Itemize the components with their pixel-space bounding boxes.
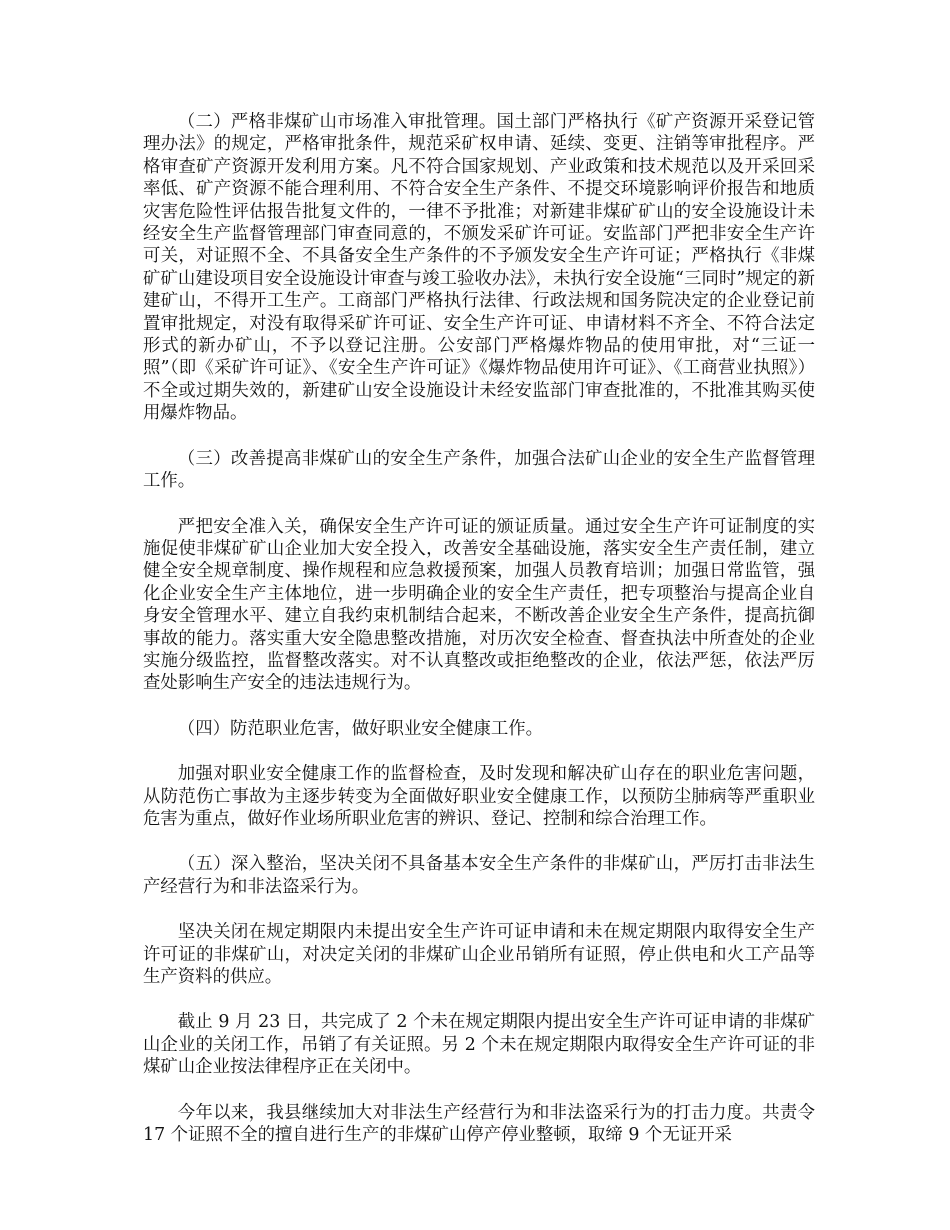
- paragraph-heading-safety-conditions: （三）改善提高非煤矿山的安全生产条件，加强合法矿山企业的安全生产监督管理工作。: [143, 448, 815, 492]
- paragraph-crackdown: 今年以来，我县继续加大对非法生产经营行为和非法盗采行为的打击力度。共责令 17 个证照不全的擅自进行生产的非煤矿山停产停业整顿，取缔 9 个无证开采: [143, 1102, 815, 1146]
- paragraph-occupational-health: 加强对职业安全健康工作的监督检查，及时发现和解决矿山存在的职业危害问题，从防范伤亡事故为主逐步转变为全面做好职业安全健康工作，以预防尘肺病等严重职业危害为重点，做好作业场所职业危害的辨识、登记、控制和综合治理工作。: [143, 764, 815, 829]
- paragraph-safety-license: 严把安全准入关，确保安全生产许可证的颁证质量。通过安全生产许可证制度的实施促使非煤矿矿山企业加大安全投入，改善安全基础设施，落实安全生产责任制，建立健全安全规章制度、操作规程和应急救援预案，加强人员教育培训；加强日常监管，强化企业安全生产主体地位，进一步明确企业的安全生产责任，把专项整治与提高企业自身安全管理水平、建立自我约束机制结合起来，不断改善企业安全生产条件，提高抗御事故的能力。落实重大安全隐患整改措施，对历次安全检查、督查执法中所查处的企业实施分级监控，监督整改落实。对不认真整改或拒绝整改的企业，依法严惩，依法严厉查处影响生产安全的违法违规行为。: [143, 516, 815, 694]
- paragraph-heading-rectification: （五）深入整治，坚决关闭不具备基本安全生产条件的非煤矿山，严厉打击非法生产经营行为和非法盗采行为。: [143, 854, 815, 897]
- document-body: [143, 111, 815, 1169]
- paragraph-heading-occupational-hazards: （四）防范职业危害，做好职业安全健康工作。: [177, 718, 544, 739]
- paragraph-market-access: （二）严格非煤矿山市场准入审批管理。国土部门严格执行《矿产资源开采登记管理办法》的规定，严格审批条件，规范采矿权申请、延续、变更、注销等审批程序。严格审查矿产资源开发利用方案。凡不符合国家规划、产业政策和技术规范以及开采回采率低、矿产资源不能合理利用、不符合安全生产条件、不提交环境影响评价报告和地质灾害危险性评估报告批复文件的，一律不予批准；对新建非煤矿矿山的安全设施设计未经安全生产监督管理部门审查同意的，不颁发采矿许可证。安监部门严把非安全生产许可关，对证照不全、不具备安全生产条件的不予颁发安全生产许可证；严格执行《非煤矿矿山建设项目安全设施设计审查与竣工验收办法》，未执行安全设施“三同时”规定的新建矿山，不得开工生产。工商部门严格执行法律、行政法规和国务院决定的企业登记前置审批规定，对没有取得采矿许可证、安全生产许可证、申请材料不齐全、不符合法定形式的新办矿山，不予以登记注册。公安部门严格爆炸物品的使用审批，对“三证一照”（即《采矿许可证》、《安全生产许可证》《爆炸物品使用许可证》、《工商营业执照》）不全或过期失效的，新建矿山安全设施设计未经安监部门审查批准的，不批准其购买使用爆炸物品。: [143, 112, 815, 424]
- paragraph-closure: 坚决关闭在规定期限内未提出安全生产许可证申请和未在规定期限内取得安全生产许可证的非煤矿山，对决定关闭的非煤矿山企业吊销所有证照，停止供电和火工产品等生产资料的供应。: [143, 922, 815, 987]
- paragraph-closure-progress: 截止 9 月 23 日，共完成了 2 个未在规定期限内提出安全生产许可证申请的非煤矿山企业的关闭工作，吊销了有关证照。另 2 个未在规定期限内取得安全生产许可证的非煤矿山企业按法律程序正在关闭中。: [143, 1012, 815, 1078]
